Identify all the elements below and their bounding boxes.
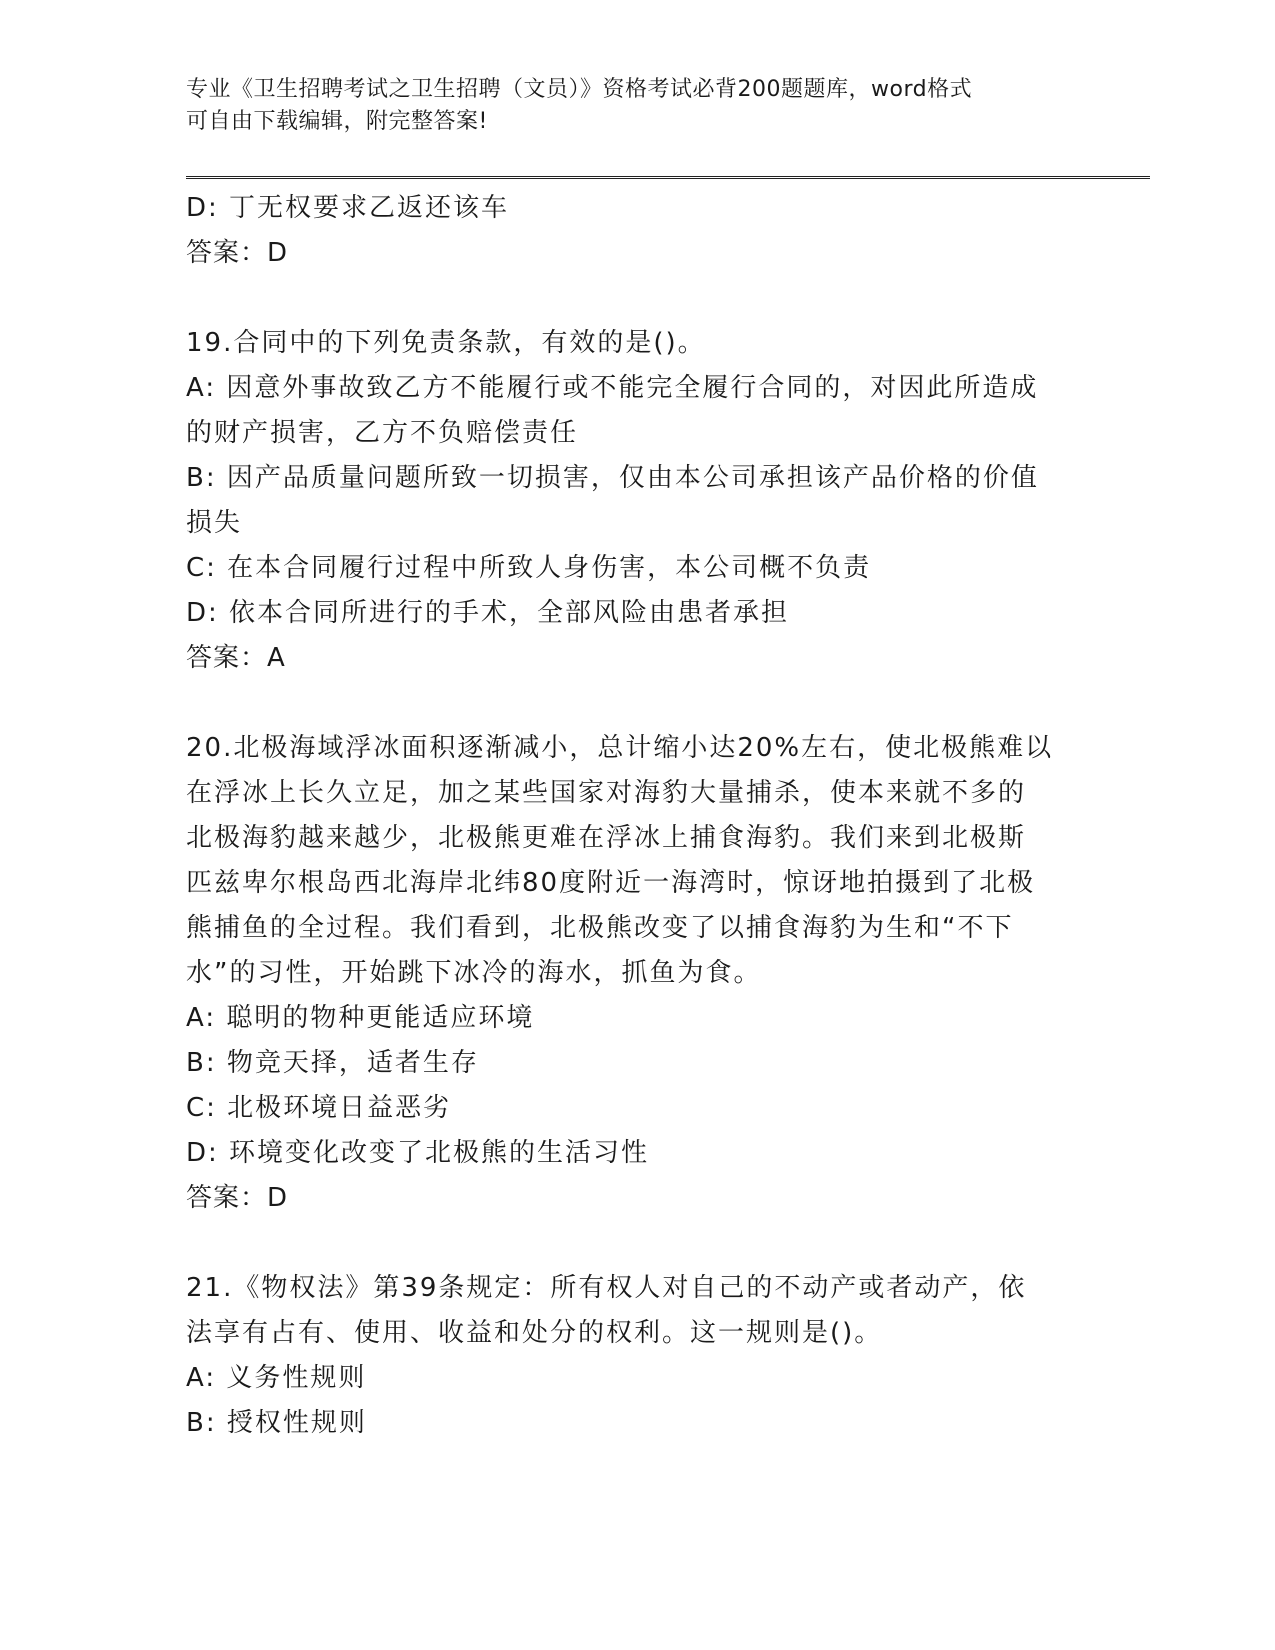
q21-stem-line-2: 法享有占有、使用、收益和处分的权利。这一规则是()。: [186, 1318, 883, 1348]
header-line-1: 专业《卫生招聘考试之卫生招聘（文员）》资格考试必背200题题库，word格式: [186, 77, 973, 102]
q21-option-b: B: 授权性规则: [186, 1408, 367, 1438]
spacer: [186, 681, 1066, 726]
q18-answer: 答案：D: [186, 238, 289, 268]
q21-stem-line-1: 21.《物权法》第39条规定：所有权人对自己的不动产或者动产，依: [186, 1273, 1027, 1303]
q20-option-d: D: 环境变化改变了北极熊的生活习性: [186, 1138, 650, 1168]
q20-stem-line-1: 20.北极海域浮冰面积逐渐减小，总计缩小达20%左右，使北极熊难以: [186, 733, 1054, 763]
question-21: [186, 1266, 1066, 1446]
q18-option-d: D: 丁无权要求乙返还该车: [186, 193, 510, 223]
q19-option-b-line-2: 损失: [186, 508, 243, 538]
q20-option-c: C: 北极环境日益恶劣: [186, 1093, 452, 1123]
question-content: [186, 186, 1066, 1446]
spacer: [186, 1221, 1066, 1266]
q19-option-d: D: 依本合同所进行的手术，全部风险由患者承担: [186, 598, 790, 628]
q19-option-c: C: 在本合同履行过程中所致人身伤害，本公司概不负责: [186, 553, 872, 583]
q20-option-a: A: 聪明的物种更能适应环境: [186, 1003, 535, 1033]
q20-option-b: B: 物竞天择，适者生存: [186, 1048, 479, 1078]
q20-stem-line-4: 匹兹卑尔根岛西北海岸北纬80度附近一海湾时，惊讶地拍摄到了北极: [186, 868, 1036, 898]
q19-stem: 19.合同中的下列免责条款，有效的是()。: [186, 328, 706, 358]
q19-answer: 答案：A: [186, 643, 286, 673]
question-18-tail: [186, 186, 1066, 276]
header-divider: [186, 176, 1150, 179]
q20-stem-line-5: 熊捕鱼的全过程。我们看到，北极熊改变了以捕食海豹为生和“不下: [186, 913, 1014, 943]
spacer: [186, 276, 1066, 321]
q19-option-b-line-1: B: 因产品质量问题所致一切损害，仅由本公司承担该产品价格的价值: [186, 463, 1039, 493]
q20-stem-line-3: 北极海豹越来越少，北极熊更难在浮冰上捕食海豹。我们来到北极斯: [186, 823, 1027, 853]
q20-stem-line-2: 在浮冰上长久立足，加之某些国家对海豹大量捕杀，使本来就不多的: [186, 778, 1027, 808]
header-line-2: 可自由下载编辑，附完整答案!: [186, 109, 488, 134]
q21-option-a: A: 义务性规则: [186, 1363, 367, 1393]
question-20: [186, 726, 1066, 1221]
question-19: [186, 321, 1066, 681]
q19-option-a-line-1: A: 因意外事故致乙方不能履行或不能完全履行合同的，对因此所造成: [186, 373, 1039, 403]
document-header: [186, 74, 1066, 138]
q19-option-a-line-2: 的财产损害，乙方不负赔偿责任: [186, 418, 579, 448]
q20-stem-line-6: 水”的习性，开始跳下冰冷的海水，抓鱼为食。: [186, 958, 762, 988]
q20-answer: 答案：D: [186, 1183, 289, 1213]
